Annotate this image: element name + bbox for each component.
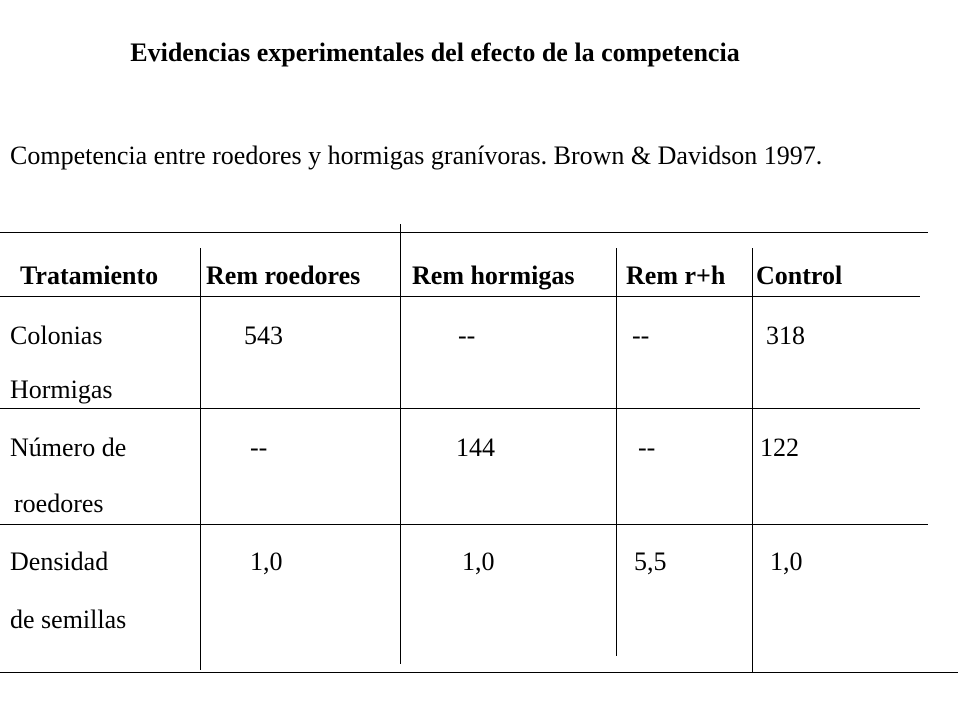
table-cell: -- bbox=[250, 433, 268, 462]
table-cell: 1,0 bbox=[250, 547, 283, 576]
table-cell: 144 bbox=[456, 433, 495, 462]
column-divider-1 bbox=[200, 248, 201, 670]
table-cell: 543 bbox=[244, 321, 283, 350]
table-cell: 5,5 bbox=[634, 547, 667, 576]
column-divider-3 bbox=[616, 248, 617, 656]
row-label-continued: de semillas bbox=[10, 605, 127, 634]
header-tratamiento: Tratamiento bbox=[20, 261, 159, 290]
row-label: Número de bbox=[10, 433, 127, 462]
column-divider-2 bbox=[400, 224, 401, 664]
table-cell: -- bbox=[632, 321, 650, 350]
column-divider-4 bbox=[752, 248, 753, 672]
table-top-rule bbox=[0, 232, 928, 233]
page-title: Evidencias experimentales del efecto de la competencia bbox=[130, 38, 740, 67]
table-cell: -- bbox=[638, 433, 656, 462]
header-rem-hormigas: Rem hormigas bbox=[412, 261, 575, 290]
row-label: Colonias bbox=[10, 321, 103, 350]
citation-subtitle: Competencia entre roedores y hormigas granívoras. Brown & Davidson 1997. bbox=[10, 141, 823, 170]
table-cell: 1,0 bbox=[770, 547, 803, 576]
row1-bottom-rule bbox=[0, 408, 920, 409]
header-rem-roedores: Rem roedores bbox=[206, 261, 361, 290]
header-rem-rh: Rem r+h bbox=[626, 261, 726, 290]
table-cell: 1,0 bbox=[462, 547, 495, 576]
table-cell: 122 bbox=[760, 433, 799, 462]
table-bottom-rule bbox=[0, 672, 958, 673]
row-label-continued: roedores bbox=[14, 489, 104, 518]
header-bottom-rule bbox=[0, 296, 920, 297]
header-control: Control bbox=[756, 261, 843, 290]
table-cell: 318 bbox=[766, 321, 805, 350]
row-label: Densidad bbox=[10, 547, 109, 576]
table-cell: -- bbox=[458, 321, 476, 350]
row2-bottom-rule bbox=[0, 524, 928, 525]
row-label-continued: Hormigas bbox=[10, 375, 113, 404]
